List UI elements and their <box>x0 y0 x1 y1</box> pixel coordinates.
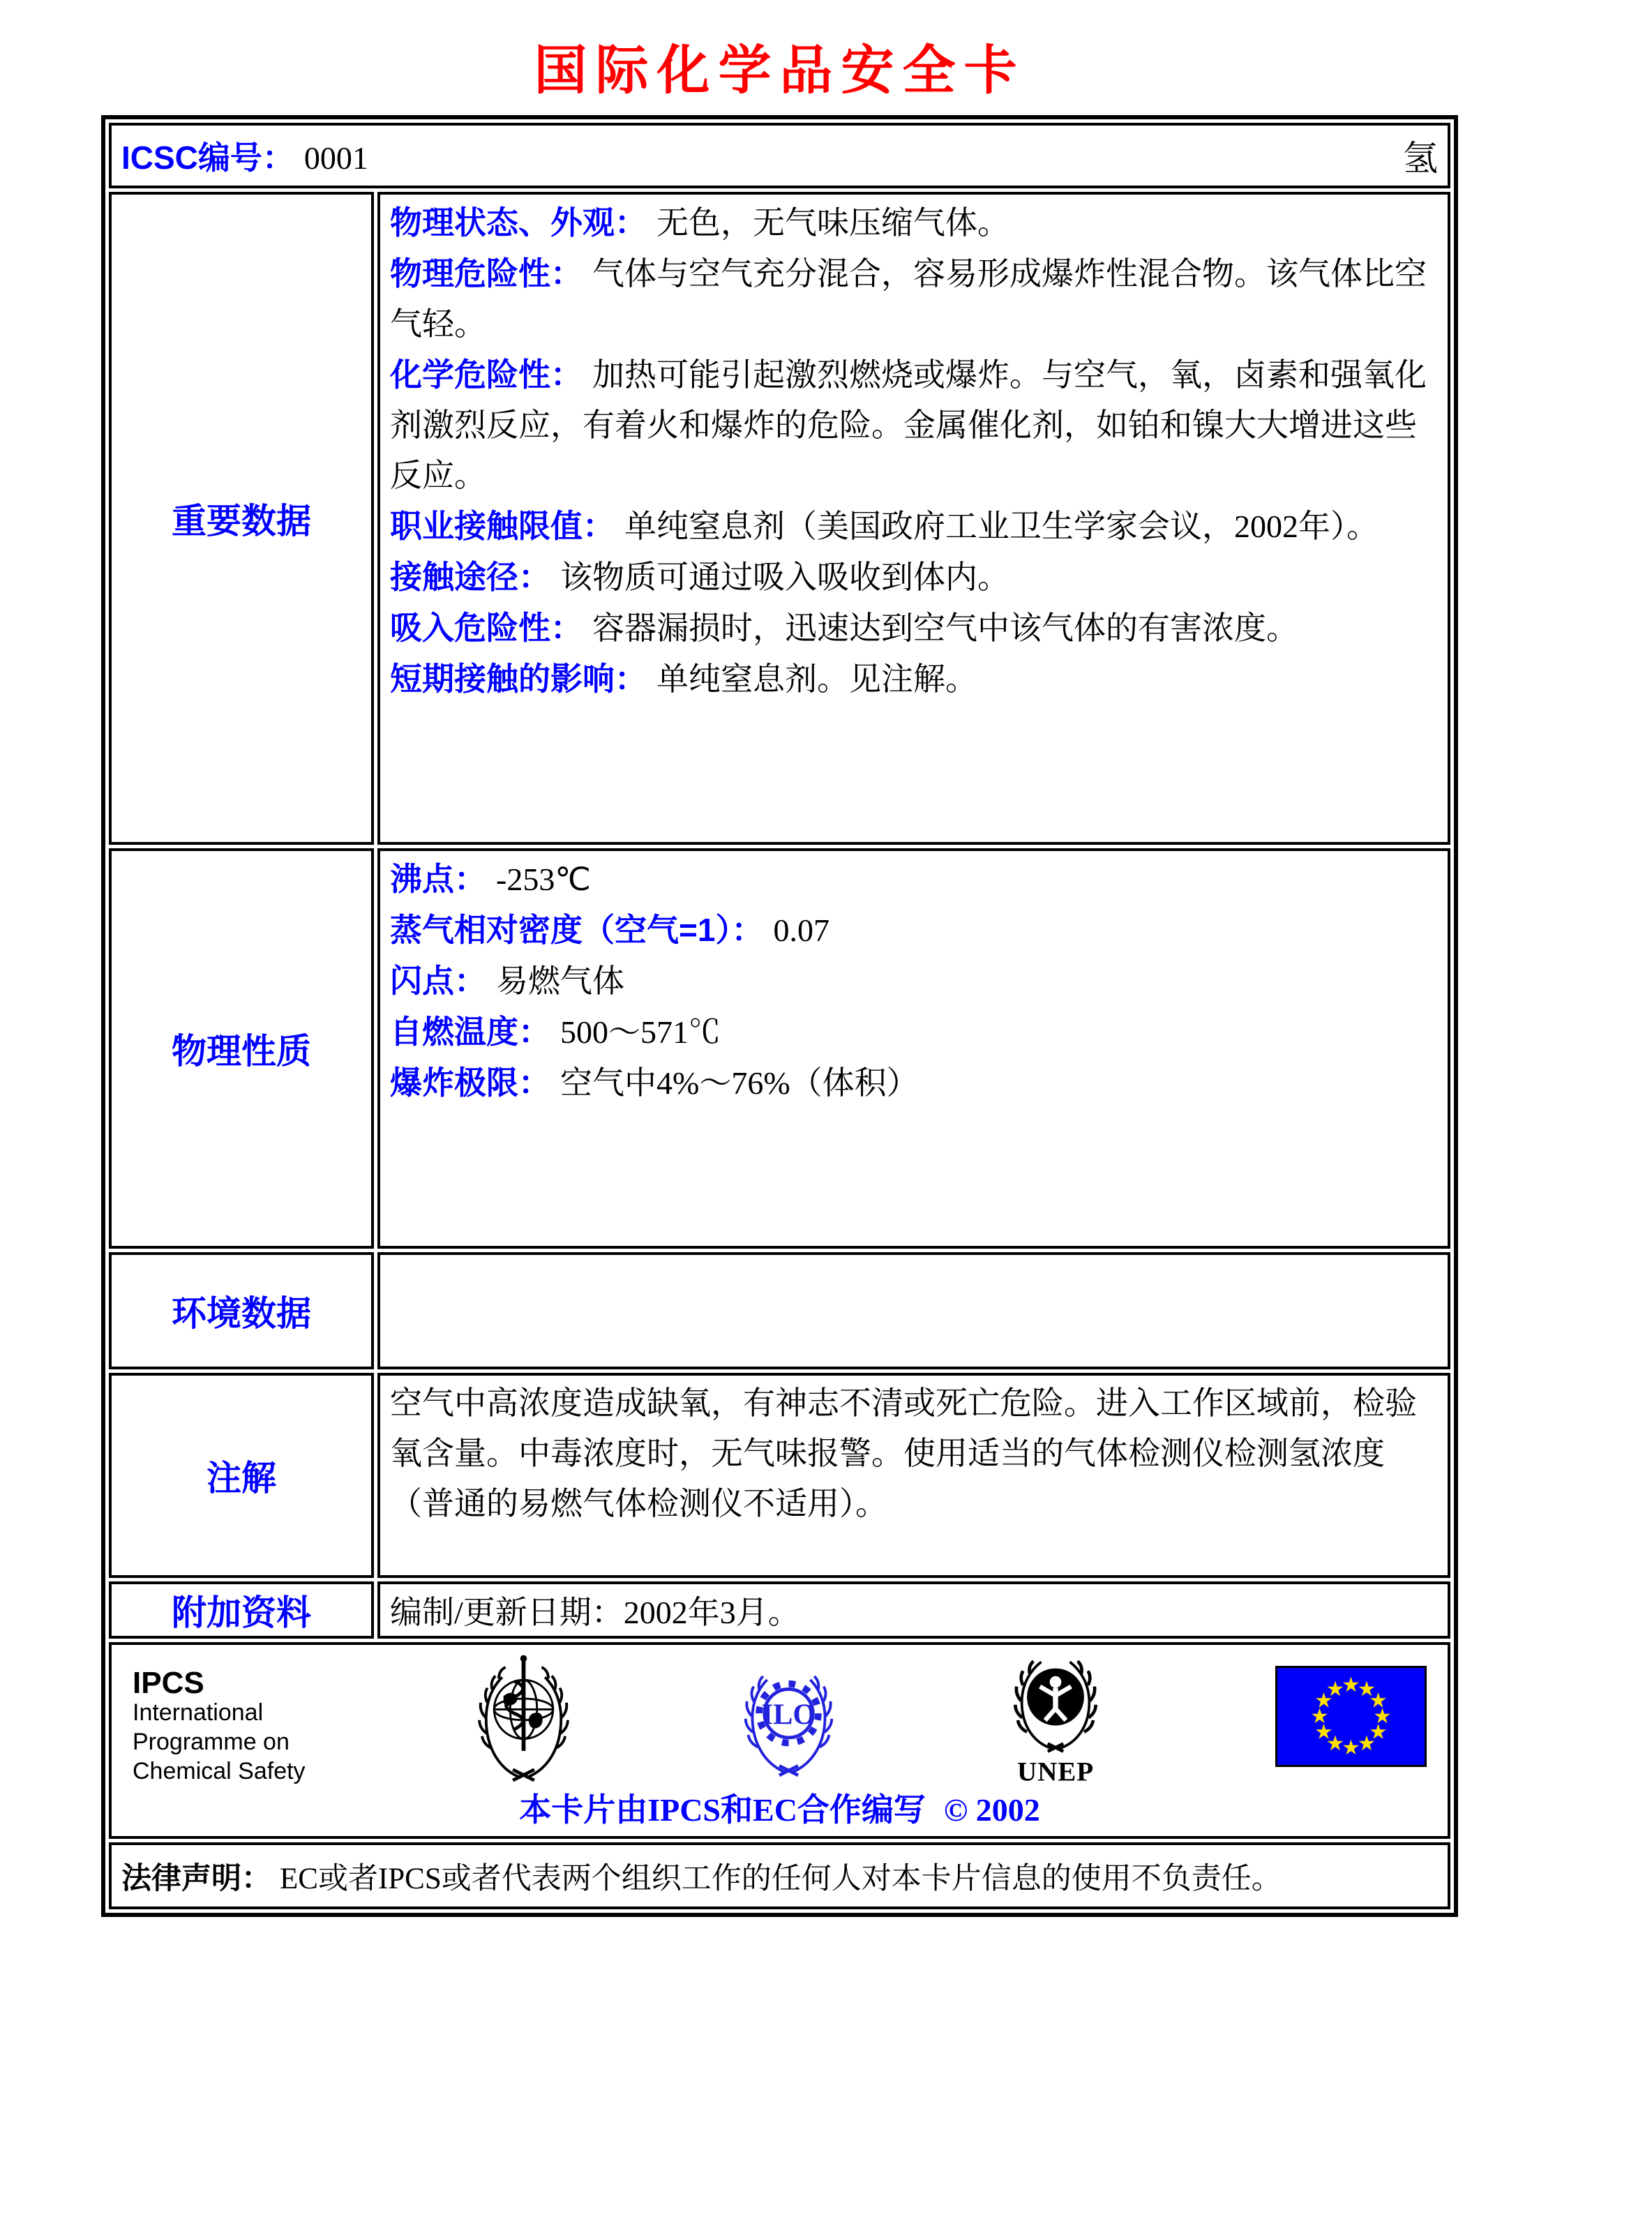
icsc-number-value: 0001 <box>303 140 368 176</box>
card-header-row <box>109 123 1450 188</box>
section-content-additional-info <box>377 1581 1450 1639</box>
section-label-environmental-data: 环境数据 <box>109 1252 374 1369</box>
important-item: 短期接触的影响： 单纯窒息剂。见注解。 <box>390 661 977 697</box>
section-content-environmental-data <box>377 1252 1450 1369</box>
physical-item: 爆炸极限： 空气中4%～76%（体积） <box>390 1065 919 1101</box>
logos-strip <box>133 1650 1427 1786</box>
logos-row <box>109 1642 1450 1839</box>
icsc-card-table <box>101 115 1458 1917</box>
chemical-name: 氢 <box>1403 139 1438 178</box>
important-item: 化学危险性： 加热可能引起激烈燃烧或爆炸。与空气，氧，卤素和强氧化剂激烈反应，有着火和爆炸的危险。金属催化剂，如铂和镍大大增进这些反应。 <box>390 356 1427 493</box>
icsc-number-label: ICSC编号： <box>121 140 294 176</box>
important-item: 吸入危险性： 容器漏损时，迅速达到空气中该气体的有害浓度。 <box>390 610 1298 646</box>
section-label-notes: 注解 <box>109 1373 374 1578</box>
section-content-important-data <box>377 192 1450 845</box>
update-date-label: 编制/更新日期： <box>390 1595 624 1630</box>
section-label-important-data: 重要数据 <box>109 192 374 845</box>
physical-item: 自燃温度： 500～571℃ <box>390 1014 721 1050</box>
physical-item: 蒸气相对密度（空气=1）： 0.07 <box>390 912 829 948</box>
ilo-logo-icon <box>742 1654 836 1778</box>
important-item: 物理状态、外观： 无色，无气味压缩气体。 <box>390 204 1009 241</box>
icsc-number <box>121 133 368 179</box>
update-date-value: 2002年3月。 <box>623 1595 800 1630</box>
physical-item: 闪点： 易燃气体 <box>390 963 624 999</box>
who-logo-icon <box>476 1649 571 1783</box>
unep-letters: UNEP <box>1016 1757 1094 1786</box>
legal-notice-label: 法律声明： <box>121 1861 271 1895</box>
section-content-notes: 空气中高浓度造成缺氧，有神志不清或死亡危险。进入工作区域前，检验氧含量。中毒浓度时，无气味报警。使用适当的气体检测仪检测氢浓度（普通的易燃气体检测仪不适用）。 <box>377 1373 1450 1578</box>
cooperation-caption: 本卡片由IPCS和EC合作编写 © 2002 <box>519 1792 1040 1828</box>
important-item: 职业接触限值： 单纯窒息剂（美国政府工业卫生学家会议，2002年）。 <box>390 508 1379 544</box>
important-item: 物理危险性： 气体与空气充分混合，容易形成爆炸性混合物。该气体比空气轻。 <box>390 255 1427 342</box>
section-content-physical-properties <box>377 848 1450 1249</box>
legal-notice-row <box>109 1842 1450 1909</box>
page-title: 国际化学品安全卡 <box>534 42 1026 100</box>
ipcs-text-block: IPCS International Programme on Chemical Safety <box>133 1666 306 1784</box>
unep-logo-icon <box>1007 1646 1104 1786</box>
section-label-additional-info: 附加资料 <box>109 1581 374 1639</box>
ipcs-acronym: IPCS <box>133 1666 204 1700</box>
ilo-letters: ILO <box>761 1698 816 1731</box>
physical-item: 沸点： -253℃ <box>390 861 591 897</box>
eu-flag-icon <box>1275 1666 1427 1767</box>
legal-notice-text: EC或者IPCS或者代表两个组织工作的任何人对本卡片信息的使用不负责任。 <box>280 1862 1282 1895</box>
section-label-physical-properties: 物理性质 <box>109 848 374 1249</box>
copyright-text: © 2002 <box>943 1792 1040 1828</box>
important-item: 接触途径： 该物质可通过吸入吸收到体内。 <box>390 559 1009 595</box>
